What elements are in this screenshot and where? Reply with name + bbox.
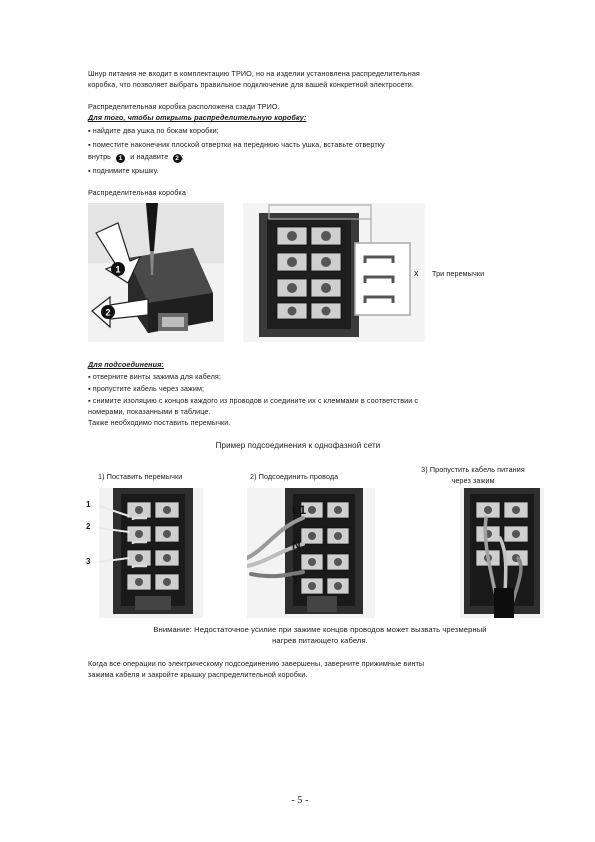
open-step-2-semicolon: ;	[181, 152, 184, 161]
intro-line-2: коробка, что позволяет выбрать правильное подключение для вашей конкретной электросети.	[88, 80, 414, 89]
open-box-heading: Для того, чтобы открыть распределительную коробку:	[88, 113, 307, 122]
svg-text:1: 1	[115, 264, 121, 275]
distribution-box-photo	[88, 203, 224, 342]
terminal-label-n: N	[292, 538, 301, 552]
box-location-text: Распределительная коробка расположена сзади ТРИО.	[88, 102, 280, 111]
jumper-number-1: 1	[86, 500, 91, 509]
closing-line-1: Когда все операции по электрическому подсоединению завершены, заверните прижимные винты	[88, 659, 425, 668]
warning-line-1: Внимание: Недостаточное усилие при зажиме концов проводов может вызвать чрезмерный	[153, 625, 487, 634]
terminal-label-t: T	[292, 573, 300, 587]
x-marker: x	[414, 268, 419, 278]
closing-line-2: зажима кабеля и закройте крышку распределительной коробки.	[88, 670, 308, 679]
example-col-3-title-2: через зажим	[451, 476, 495, 485]
jumper-number-2: 2	[86, 522, 91, 531]
terminal-label-l1: L1	[292, 503, 307, 517]
svg-text:2: 2	[105, 307, 111, 318]
open-step-2-line-2	[88, 152, 184, 163]
jumpers-label: Три перемычки	[432, 269, 485, 278]
open-step-2-inside: внутрь	[88, 152, 112, 161]
jumper-number-3: 3	[86, 557, 91, 566]
terminal-block-photo	[243, 203, 425, 342]
connection-step-1: ▪ отверните винты зажима для кабеля;	[88, 372, 221, 381]
step-1-jumpers-photo	[99, 488, 203, 618]
example-col-2-title: 2) Подсоединить провода	[250, 472, 339, 481]
open-step-2-line-1: ▪ поместите наконечник плоской отвертки на переднюю часть ушка, вставьте отвертку	[88, 140, 385, 149]
step-2-wires-photo	[247, 488, 375, 618]
connection-step-2: ▪ пропустите кабель через зажим;	[88, 384, 205, 393]
step-3-cable-photo	[460, 488, 544, 618]
open-step-3: ▪ поднимите крышку.	[88, 166, 159, 175]
open-step-2-press: и надавите	[130, 152, 169, 161]
example-title: Пример подсоединения к однофазной сети	[215, 441, 381, 450]
connection-step-3-line-2: номерами, показанными в таблице.	[88, 407, 211, 416]
marker-1-icon: 1	[116, 154, 125, 163]
connection-heading: Для подсоединения:	[88, 360, 164, 369]
connection-step-3-line-1: ▪ снимите изоляцию с концов каждого из проводов и соедините их с клеммами в соответствии с	[88, 396, 419, 405]
example-col-1-title: 1) Поставить перемычки	[98, 472, 183, 481]
warning-line-2: нагрев питающего кабеля.	[272, 636, 368, 645]
intro-line-1: Шнур питания не входит в комплектацию ТРИО, но на изделии установлена распределительная	[88, 69, 420, 78]
connection-note: Также необходимо поставить перемычки.	[88, 418, 231, 427]
marker-2-icon: 2	[173, 154, 182, 163]
page-number: - 5 -	[291, 795, 309, 806]
figure-1-caption: Распределительная коробка	[88, 188, 186, 197]
open-step-1: ▪ найдите два ушка по бокам коробки;	[88, 126, 219, 135]
example-col-3-title-1: 3) Пропустить кабель питания	[421, 465, 525, 474]
